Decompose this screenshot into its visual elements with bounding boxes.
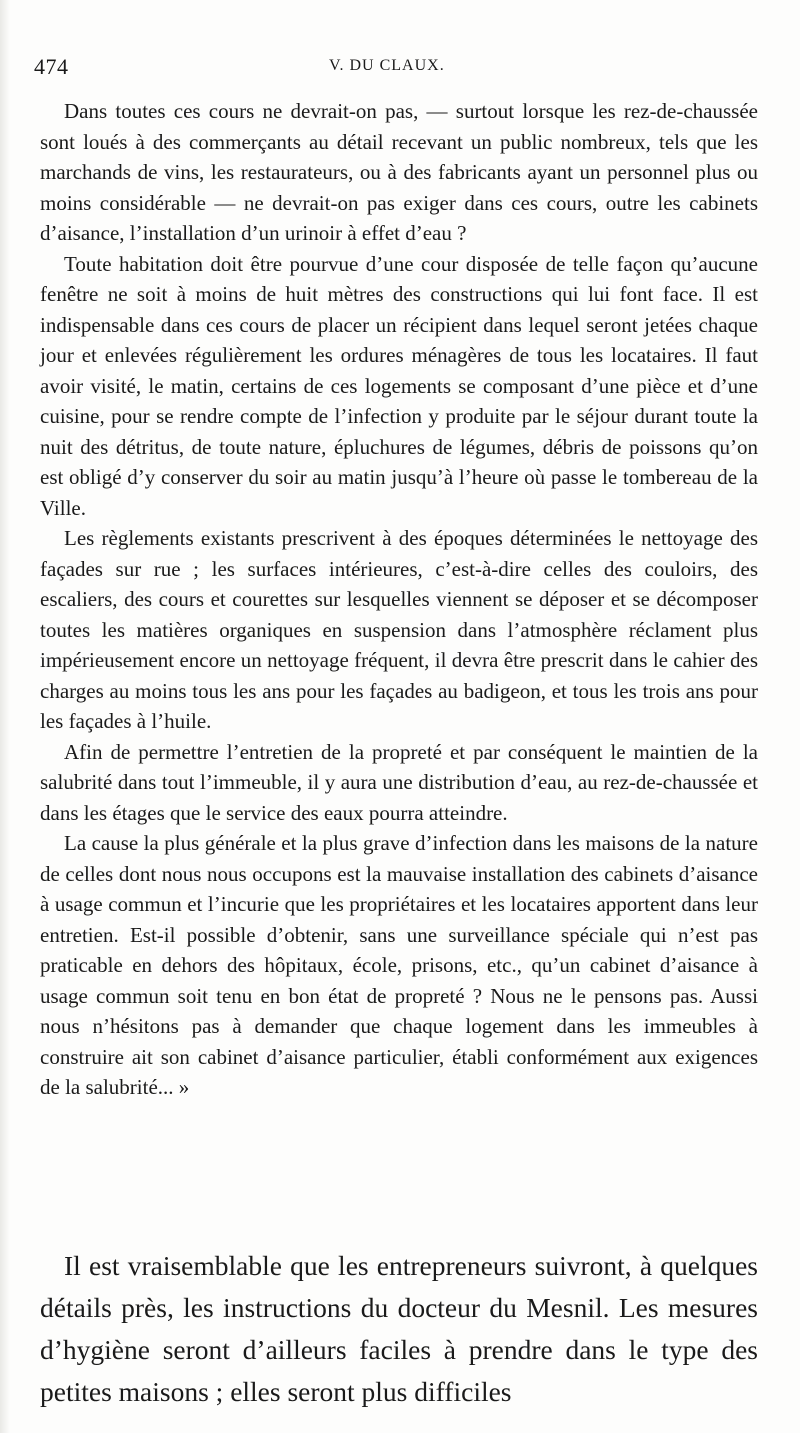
quote-paragraph: Dans toutes ces cours ne devrait-on pas, — surtout lorsque les rez-de-chaussée sont loués à des commerçants au détail recevant un public nombreux, tels que les marchands de vins, les restaurateurs, ou à des fabricants ayant un personnel plus ou moins considérable — ne devrait-on pas exiger dans ces cours, outre les cabinets d’aisance, l’installation d’un urinoir à effet d’eau ? [40,99,758,245]
quote-paragraph: Afin de permettre l’entretien de la propreté et par conséquent le maintien de la salubrité dans tout l’immeuble, il y aura une distribution d’eau, au rez-de-chaussée et dans les étages que le service des eaux pourra atteindre. [40,739,758,825]
page-number: 474 [34,54,69,79]
quoted-text-block [40,96,758,1103]
quote-paragraph: Toute habitation doit être pourvue d’une cour disposée de telle façon qu’aucune fenêtre ne soit à moins de huit mètres des constructions qui lui font face. Il est indispensable dans ces cours de placer un récipient dans lequel seront jetées chaque jour et enlevées régulièrement les ordures ménagères de tous les locataires. Il faut avoir visité, le matin, certains de ces logements se composant d’une pièce et d’une cuisine, pour se rendre compte de l’infection y produite par le séjour durant toute la nuit des détritus, de toute nature, épluchures de légumes, débris de poissons qu’on est obligé d’y conserver du soir au matin jusqu’à l’heure où passe le tombereau de la Ville. [40,251,758,520]
page-header [34,54,764,84]
page-edge-shadow [0,0,10,1433]
running-head: V. DU CLAUX. [329,57,445,74]
quote-paragraph: Les règlements existants prescrivent à des époques déterminées le nettoyage des façades sur rue ; les surfaces intérieures, c’est-à-dire celles des couloirs, des escaliers, des cours et courettes sur lesquelles viennent se déposer et se décomposer toutes les matières organiques en suspension dans l’atmosphère réclament plus impérieusement encore un nettoyage fréquent, il devra être prescrit dans le cahier des charges au moins tous les ans pour les façades au badigeon, et tous les trois ans pour les façades à l’huile. [40,526,758,733]
main-paragraph: Il est vraisemblable que les entrepreneurs suivront, à quelques détails près, les instructions du docteur du Mesnil. Les mesures d’hygiène seront d’ailleurs faciles à prendre dans le type des petites maisons ; elles seront plus difficiles [40,1250,758,1407]
quote-paragraph: La cause la plus générale et la plus grave d’infection dans les maisons de la nature de celles dont nous nous occupons est la mauvaise installation des cabinets d’aisance à usage commun et l’incurie que les propriétaires et les locataires apportent dans leur entretien. Est-il possible d’obtenir, sans une surveillance spéciale qui n’est pas praticable en dehors des hôpitaux, école, prisons, etc., qu’un cabinet d’aisance à usage commun soit tenu en bon état de propreté ? Nous ne le pensons pas. Aussi nous n’hésitons pas à demander que chaque logement dans les immeubles à construire ait son cabinet d’aisance particulier, établi conformément aux exigences de la salubrité... » [40,831,758,1099]
